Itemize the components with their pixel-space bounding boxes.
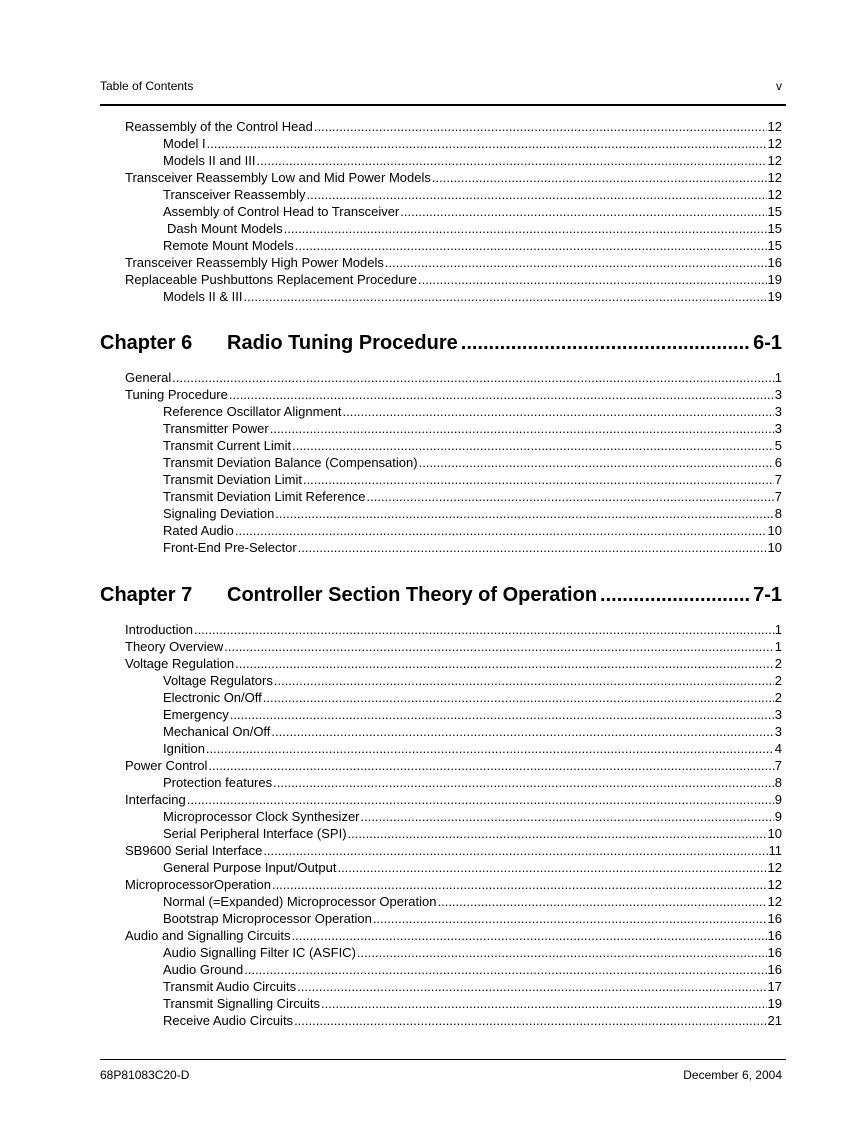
toc-entry-page: 16 [767,255,782,270]
dot-leader [194,621,774,638]
toc-entry[interactable] [163,978,782,995]
toc-entry-page: 1 [774,370,782,385]
dot-leader [263,842,767,859]
toc-entry-page: 16 [767,962,782,977]
toc-entry[interactable] [125,386,782,403]
dot-leader [294,1012,766,1029]
dot-leader [367,488,774,505]
toc-entry[interactable] [163,488,782,505]
dot-leader [273,774,774,791]
chapter-number: Chapter 7 [100,584,193,606]
toc-entry-page: 15 [767,221,782,236]
toc-entry[interactable] [163,403,782,420]
toc-entry-title: Signaling Deviation [163,506,275,521]
toc-entry-page: 16 [767,928,782,943]
toc-entry-title: Audio Ground [163,962,244,977]
toc-entry[interactable] [125,369,782,386]
running-footer [100,1068,782,1084]
toc-entry-title: Models II & III [163,289,243,304]
toc-entry[interactable] [163,237,782,254]
dot-leader [303,471,774,488]
header-page-number: v [776,79,782,93]
toc-entry-page: 2 [774,673,782,688]
toc-entry-title: Rated Audio [163,523,234,538]
toc-entry-title: Bootstrap Microprocessor Operation [163,911,372,926]
chapter-heading[interactable] [100,330,782,356]
toc-entry[interactable] [125,655,782,672]
toc-entry[interactable] [125,254,782,271]
toc-entry-title: Emergency [163,707,229,722]
toc-entry-title: Ignition [163,741,205,756]
toc-entry-page: 19 [767,996,782,1011]
toc-entry-page: 15 [767,204,782,219]
toc-entry-title: Receive Audio Circuits [163,1013,294,1028]
dot-leader [337,859,766,876]
toc-entry-title: MicroprocessorOperation [125,877,271,892]
dot-leader [437,893,766,910]
toc-entry-page: 12 [767,119,782,134]
dot-leader [235,655,774,672]
toc-entry-title: Power Control [125,758,208,773]
dot-leader [208,757,773,774]
toc-entry-title: Transmit Signalling Circuits [163,996,321,1011]
dot-leader [229,386,774,403]
toc-entry[interactable] [163,723,782,740]
toc-entry-page: 16 [767,911,782,926]
dot-leader [272,876,767,893]
toc-entry-title: Front-End Pre-Selector [163,540,297,555]
toc-entry-title: Transceiver Reassembly [163,187,306,202]
toc-entry[interactable] [163,203,782,220]
chapter-heading[interactable] [100,582,782,608]
toc-entry-page: 12 [767,153,782,168]
toc-entry[interactable] [163,910,782,927]
toc-entry-title: Transmit Deviation Limit [163,472,302,487]
toc-entry[interactable] [163,522,782,539]
toc-entry-title: Electronic On/Off [163,690,262,705]
dot-leader [348,825,767,842]
dot-leader [257,152,767,169]
toc-entry-title: Model I [163,136,206,151]
toc-entry-title: Reference Oscillator Alignment [163,404,342,419]
toc-entry-title: Transceiver Reassembly Low and Mid Power Models [125,170,431,185]
toc-entry-page: 3 [774,421,782,436]
toc-entry[interactable] [163,944,782,961]
toc-entry-title: Transmit Deviation Limit Reference [163,489,366,504]
toc-entry[interactable] [125,876,782,893]
dot-leader [243,288,766,305]
header-rule [100,104,786,106]
toc-entry[interactable] [163,505,782,522]
toc-entry-title: Models II and III [163,153,256,168]
header-title: Table of Contents [100,79,194,93]
dot-leader [284,220,767,237]
toc-entry-title: SB9600 Serial Interface [125,843,263,858]
toc-entry-title: Audio and Signalling Circuits [125,928,291,943]
toc-entry-title: General Purpose Input/Output [163,860,337,875]
dot-leader [230,706,774,723]
toc-entry-page: 12 [767,170,782,185]
toc-entry-page: 3 [774,404,782,419]
dot-leader [263,689,774,706]
dot-leader [207,135,767,152]
dot-leader [295,237,767,254]
toc-entry-title: Assembly of Control Head to Transceiver [163,204,400,219]
toc-entry-page: 10 [767,826,782,841]
chapter-page: 6-1 [753,332,782,354]
dot-leader [187,791,774,808]
toc-entry-title: Dash Mount Models [167,221,283,236]
toc-entry-page: 3 [774,387,782,402]
toc-entry[interactable] [163,1012,782,1029]
toc-entry-page: 2 [774,656,782,671]
dot-leader [275,505,773,522]
toc-entry[interactable] [163,454,782,471]
toc-entry[interactable] [163,808,782,825]
toc-entry-title: Tuning Procedure [125,387,228,402]
toc-entry[interactable] [163,420,782,437]
toc-entry-title: Reassembly of the Control Head [125,119,313,134]
toc-entry-page: 5 [774,438,782,453]
toc-entry[interactable] [125,118,782,135]
dot-leader [321,995,767,1012]
toc-entry[interactable] [163,135,782,152]
toc-entry-page: 11 [768,843,782,858]
toc-entry-title: Replaceable Pushbuttons Replacement Procedure [125,272,417,287]
toc-entry-page: 9 [774,809,782,824]
toc-entry[interactable] [163,774,782,791]
dot-leader [224,638,774,655]
toc-entry[interactable] [125,927,782,944]
toc-entry-page: 12 [767,877,782,892]
chapter-title: Controller Section Theory of Operation [227,584,598,606]
dot-leader [292,437,774,454]
toc-entry-page: 1 [774,639,782,654]
toc-entry-page: 7 [774,758,782,773]
dot-leader [357,944,767,961]
toc-entry[interactable] [163,437,782,454]
toc-entry-title: Transmitter Power [163,421,269,436]
dot-leader [172,369,774,386]
toc-entry[interactable] [163,706,782,723]
toc-entry-title: Remote Mount Models [163,238,294,253]
toc-entry-page: 12 [767,136,782,151]
chapter-title: Radio Tuning Procedure [227,332,458,354]
toc-entry-title: Microprocessor Clock Synthesizer [163,809,360,824]
dot-leader [461,330,750,356]
toc-entry-page: 7 [774,489,782,504]
toc-entry-page: 21 [767,1013,782,1028]
toc-entry[interactable] [163,539,782,556]
toc-entry[interactable] [167,220,782,237]
document-date: December 6, 2004 [683,1068,782,1082]
document-number: 68P81083C20-D [100,1068,190,1082]
toc-entry[interactable] [125,757,782,774]
toc-entry[interactable] [163,672,782,689]
dot-leader [600,582,750,608]
toc-entry-page: 4 [774,741,782,756]
dot-leader [271,723,773,740]
dot-leader [244,961,766,978]
toc-entry-page: 3 [774,707,782,722]
dot-leader [418,271,767,288]
toc-entry[interactable] [163,288,782,305]
dot-leader [361,808,774,825]
toc-entry-page: 12 [767,187,782,202]
dot-leader [432,169,767,186]
toc-entry-page: 12 [767,894,782,909]
toc-entry-title: Voltage Regulation [125,656,235,671]
dot-leader [235,522,767,539]
toc-entry[interactable] [125,271,782,288]
toc-entry-page: 19 [767,289,782,304]
dot-leader [291,927,766,944]
running-header [100,79,782,95]
toc-entry-page: 12 [767,860,782,875]
toc-entry-page: 10 [767,523,782,538]
toc-entry-title: Introduction [125,622,193,637]
toc-entry-page: 10 [767,540,782,555]
toc-entry-page: 6 [774,455,782,470]
dot-leader [419,454,774,471]
toc-entry-title: Voltage Regulators [163,673,273,688]
toc-entry[interactable] [125,842,782,859]
dot-leader [206,740,774,757]
toc-entry-title: Mechanical On/Off [163,724,271,739]
footer-rule [100,1059,786,1060]
dot-leader [385,254,767,271]
dot-leader [400,203,766,220]
toc-entry[interactable] [163,471,782,488]
toc-entry[interactable] [125,638,782,655]
toc-entry-title: Protection features [163,775,273,790]
toc-entry[interactable] [163,825,782,842]
toc-entry[interactable] [163,859,782,876]
toc-entry[interactable] [125,621,782,638]
toc-entry[interactable] [163,740,782,757]
toc-entry[interactable] [125,791,782,808]
toc-entry-page: 17 [767,979,782,994]
toc-entry-page: 16 [767,945,782,960]
toc-entry-title: Transceiver Reassembly High Power Models [125,255,384,270]
toc-entry-page: 2 [774,690,782,705]
dot-leader [274,672,774,689]
dot-leader [298,539,767,556]
dot-leader [307,186,767,203]
toc-entry-title: Interfacing [125,792,186,807]
toc-entry-page: 19 [767,272,782,287]
toc-entry-page: 8 [774,506,782,521]
toc-entry-page: 9 [774,792,782,807]
toc-entry[interactable] [163,152,782,169]
toc-entry-title: Audio Signalling Filter IC (ASFIC) [163,945,356,960]
toc-entry[interactable] [163,995,782,1012]
toc-entry-title: Transmit Current Limit [163,438,292,453]
dot-leader [342,403,773,420]
toc-entry-page: 1 [774,622,782,637]
toc-entry-title: Transmit Audio Circuits [163,979,297,994]
toc-entry-title: Normal (=Expanded) Microprocessor Operation [163,894,437,909]
dot-leader [270,420,774,437]
toc-entry-title: Transmit Deviation Balance (Compensation) [163,455,418,470]
toc-entry-page: 7 [774,472,782,487]
toc-entry-title: Theory Overview [125,639,224,654]
dot-leader [297,978,766,995]
toc-entry-page: 8 [774,775,782,790]
toc-entry[interactable] [163,893,782,910]
chapter-number: Chapter 6 [100,332,193,354]
chapter-page: 7-1 [753,584,782,606]
toc-entry-page: 15 [767,238,782,253]
toc-entry[interactable] [163,186,782,203]
toc-entry-page: 3 [774,724,782,739]
toc-entry[interactable] [125,169,782,186]
toc-entry-title: General [125,370,172,385]
toc-entry-title: Serial Peripheral Interface (SPI) [163,826,347,841]
dot-leader [373,910,767,927]
dot-leader [314,118,767,135]
toc-entry[interactable] [163,689,782,706]
toc-entry[interactable] [163,961,782,978]
